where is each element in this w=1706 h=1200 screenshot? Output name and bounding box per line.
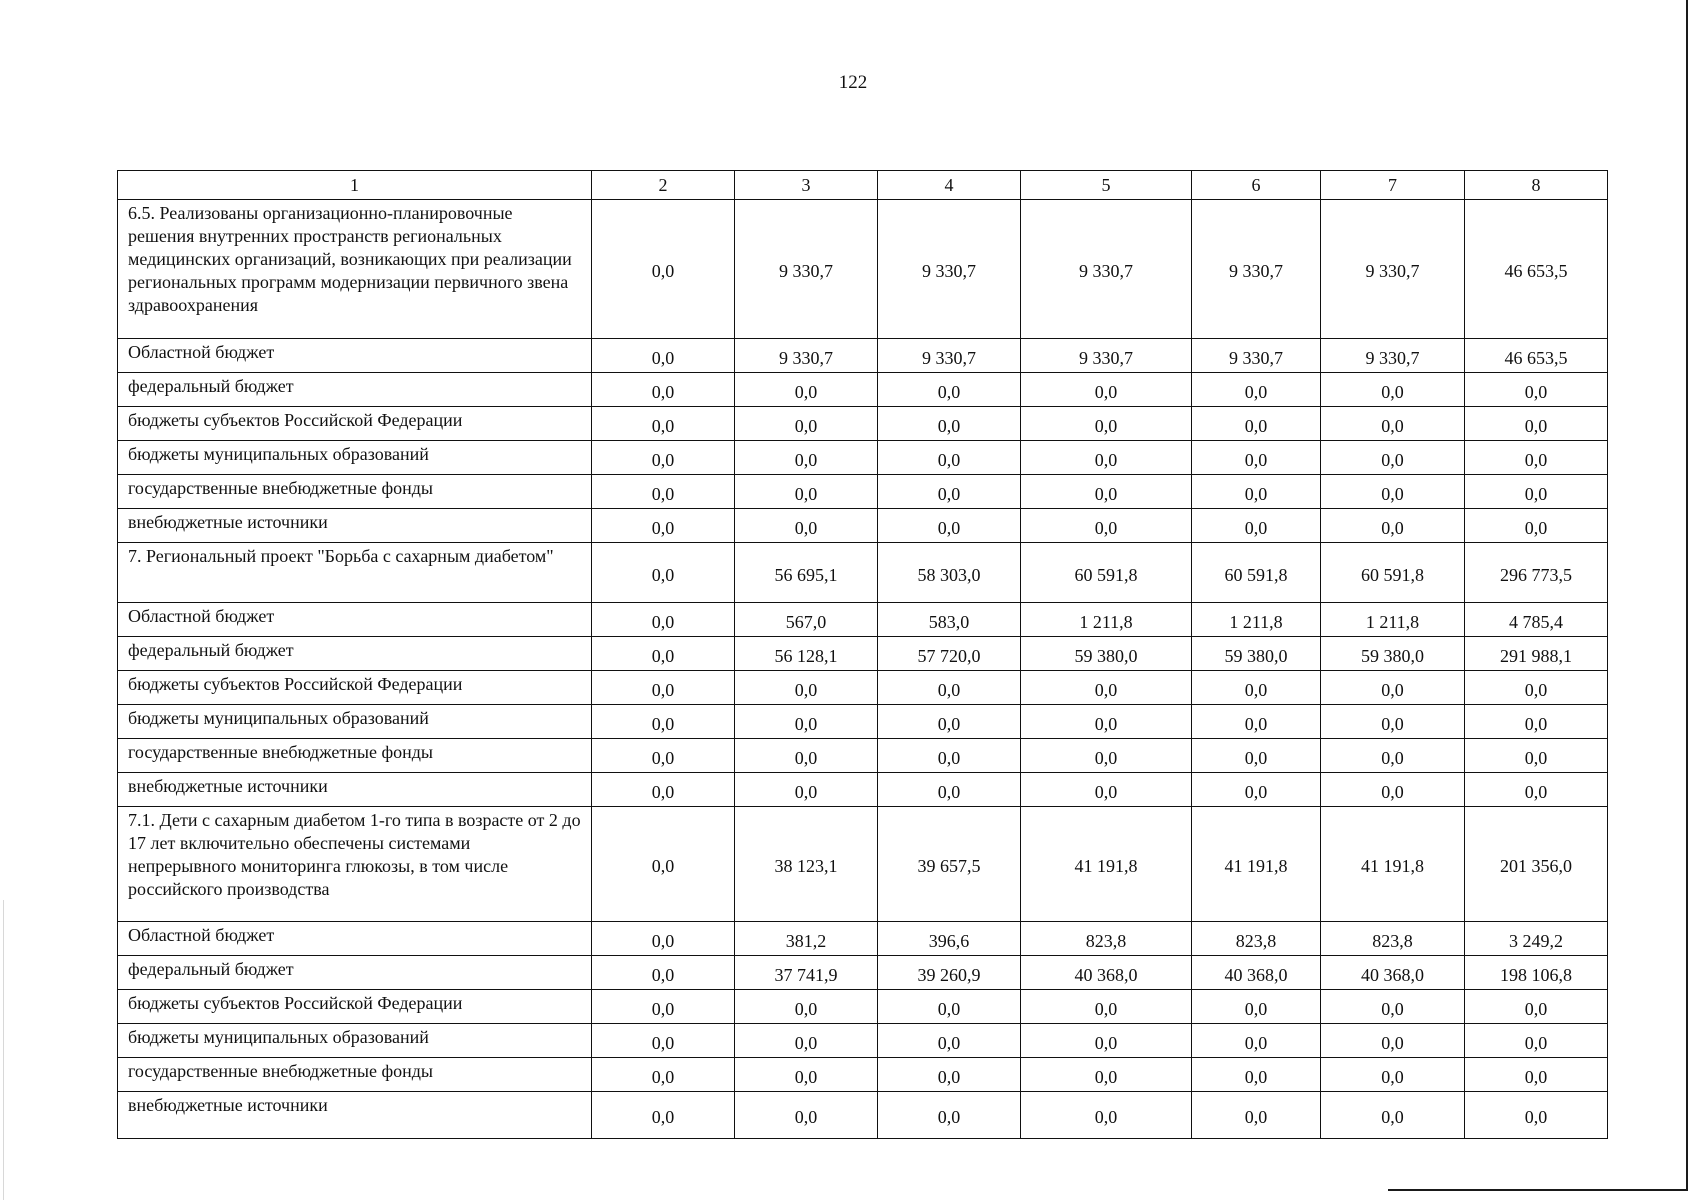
value-cell: 0,0: [878, 441, 1021, 475]
row-label: 7. Региональный проект "Борьба с сахарным диабетом": [118, 543, 592, 603]
value-cell: 0,0: [1021, 407, 1192, 441]
value-cell: 201 356,0: [1465, 807, 1608, 922]
row-label: Областной бюджет: [118, 922, 592, 956]
value-cell: 0,0: [592, 739, 735, 773]
value-cell: 0,0: [592, 603, 735, 637]
value-cell: 60 591,8: [1192, 543, 1321, 603]
value-cell: 0,0: [1192, 1024, 1321, 1058]
column-header: 2: [592, 171, 735, 200]
value-cell: 39 657,5: [878, 807, 1021, 922]
value-cell: 0,0: [592, 922, 735, 956]
value-cell: 39 260,9: [878, 956, 1021, 990]
value-cell: 0,0: [1465, 407, 1608, 441]
value-cell: 1 211,8: [1021, 603, 1192, 637]
value-cell: 0,0: [1192, 773, 1321, 807]
value-cell: 583,0: [878, 603, 1021, 637]
value-cell: 0,0: [735, 705, 878, 739]
value-cell: 823,8: [1192, 922, 1321, 956]
value-cell: 0,0: [592, 637, 735, 671]
row-label: 7.1. Дети с сахарным диабетом 1-го типа в возрасте от 2 до 17 лет включительно обеспечены системами непрерывного мониторинга глюкозы, в том числе российского производства: [118, 807, 592, 922]
value-cell: 0,0: [878, 509, 1021, 543]
value-cell: 0,0: [592, 509, 735, 543]
row-label: федеральный бюджет: [118, 956, 592, 990]
value-cell: 4 785,4: [1465, 603, 1608, 637]
value-cell: 0,0: [1465, 1092, 1608, 1139]
value-cell: 0,0: [1192, 441, 1321, 475]
value-cell: 9 330,7: [1321, 339, 1465, 373]
value-cell: 0,0: [735, 739, 878, 773]
value-cell: 59 380,0: [1321, 637, 1465, 671]
table-row: [118, 922, 1608, 956]
value-cell: 0,0: [1465, 1058, 1608, 1092]
table-header-row: [118, 171, 1608, 200]
value-cell: 0,0: [878, 990, 1021, 1024]
table-row: [118, 1058, 1608, 1092]
value-cell: 0,0: [1465, 509, 1608, 543]
value-cell: 0,0: [1021, 739, 1192, 773]
table-row: [118, 339, 1608, 373]
value-cell: 9 330,7: [878, 339, 1021, 373]
value-cell: 0,0: [878, 1058, 1021, 1092]
value-cell: 46 653,5: [1465, 339, 1608, 373]
value-cell: 41 191,8: [1192, 807, 1321, 922]
value-cell: 0,0: [878, 373, 1021, 407]
value-cell: 9 330,7: [878, 200, 1021, 339]
table-row: [118, 373, 1608, 407]
value-cell: 396,6: [878, 922, 1021, 956]
value-cell: 0,0: [1192, 1092, 1321, 1139]
value-cell: 1 211,8: [1192, 603, 1321, 637]
value-cell: 567,0: [735, 603, 878, 637]
value-cell: 56 128,1: [735, 637, 878, 671]
value-cell: 0,0: [1465, 705, 1608, 739]
value-cell: 291 988,1: [1465, 637, 1608, 671]
value-cell: 0,0: [592, 543, 735, 603]
value-cell: 59 380,0: [1021, 637, 1192, 671]
value-cell: 40 368,0: [1021, 956, 1192, 990]
value-cell: 0,0: [878, 1024, 1021, 1058]
value-cell: 56 695,1: [735, 543, 878, 603]
value-cell: 60 591,8: [1021, 543, 1192, 603]
value-cell: 0,0: [735, 1058, 878, 1092]
column-header: 8: [1465, 171, 1608, 200]
value-cell: 9 330,7: [1021, 200, 1192, 339]
value-cell: 9 330,7: [735, 200, 878, 339]
table-row: [118, 543, 1608, 603]
value-cell: 0,0: [878, 705, 1021, 739]
value-cell: 0,0: [735, 475, 878, 509]
table-row: [118, 603, 1608, 637]
value-cell: 0,0: [592, 407, 735, 441]
row-label: бюджеты муниципальных образований: [118, 1024, 592, 1058]
value-cell: 0,0: [735, 1092, 878, 1139]
page-number: 122: [838, 72, 868, 93]
value-cell: 0,0: [592, 807, 735, 922]
table-row: [118, 637, 1608, 671]
value-cell: 0,0: [878, 739, 1021, 773]
value-cell: 9 330,7: [1192, 200, 1321, 339]
value-cell: 0,0: [1465, 990, 1608, 1024]
value-cell: 37 741,9: [735, 956, 878, 990]
value-cell: 60 591,8: [1321, 543, 1465, 603]
table-row: [118, 475, 1608, 509]
value-cell: 0,0: [592, 1092, 735, 1139]
value-cell: 0,0: [1021, 773, 1192, 807]
value-cell: 0,0: [1021, 705, 1192, 739]
value-cell: 0,0: [1321, 509, 1465, 543]
value-cell: 823,8: [1021, 922, 1192, 956]
value-cell: 0,0: [592, 671, 735, 705]
value-cell: 41 191,8: [1321, 807, 1465, 922]
value-cell: 0,0: [1021, 475, 1192, 509]
value-cell: 0,0: [1465, 773, 1608, 807]
value-cell: 0,0: [1465, 475, 1608, 509]
value-cell: 41 191,8: [1021, 807, 1192, 922]
column-header: 5: [1021, 171, 1192, 200]
value-cell: 0,0: [1321, 705, 1465, 739]
value-cell: 1 211,8: [1321, 603, 1465, 637]
value-cell: 38 123,1: [735, 807, 878, 922]
row-label: Областной бюджет: [118, 603, 592, 637]
value-cell: 0,0: [1192, 407, 1321, 441]
value-cell: 0,0: [592, 1024, 735, 1058]
scan-edge-line: [1686, 0, 1688, 1190]
scan-edge-line: [1388, 1189, 1688, 1191]
value-cell: 0,0: [878, 1092, 1021, 1139]
value-cell: 381,2: [735, 922, 878, 956]
value-cell: 0,0: [1192, 373, 1321, 407]
value-cell: 0,0: [735, 990, 878, 1024]
table-row: [118, 671, 1608, 705]
value-cell: 0,0: [735, 671, 878, 705]
row-label: бюджеты муниципальных образований: [118, 441, 592, 475]
value-cell: 0,0: [1192, 1058, 1321, 1092]
row-label: бюджеты субъектов Российской Федерации: [118, 671, 592, 705]
value-cell: 0,0: [1321, 773, 1465, 807]
column-header: 6: [1192, 171, 1321, 200]
value-cell: 0,0: [1021, 509, 1192, 543]
row-label: 6.5. Реализованы организационно-планировочные решения внутренних пространств региональных медицинских организаций, возникающих при реализации региональных программ модернизации первичного звена здравоохранения: [118, 200, 592, 339]
value-cell: 296 773,5: [1465, 543, 1608, 603]
value-cell: 0,0: [1192, 990, 1321, 1024]
value-cell: 0,0: [1192, 475, 1321, 509]
value-cell: 823,8: [1321, 922, 1465, 956]
value-cell: 0,0: [1321, 1024, 1465, 1058]
row-label: государственные внебюджетные фонды: [118, 739, 592, 773]
table-row: [118, 705, 1608, 739]
value-cell: 0,0: [878, 407, 1021, 441]
column-header: 4: [878, 171, 1021, 200]
table-row: [118, 509, 1608, 543]
row-label: федеральный бюджет: [118, 637, 592, 671]
value-cell: 0,0: [592, 990, 735, 1024]
column-header: 7: [1321, 171, 1465, 200]
value-cell: 0,0: [1321, 1058, 1465, 1092]
value-cell: 0,0: [1465, 441, 1608, 475]
value-cell: 0,0: [878, 773, 1021, 807]
value-cell: 0,0: [735, 407, 878, 441]
value-cell: 0,0: [1321, 407, 1465, 441]
value-cell: 46 653,5: [1465, 200, 1608, 339]
value-cell: 40 368,0: [1321, 956, 1465, 990]
value-cell: 0,0: [592, 956, 735, 990]
value-cell: 0,0: [1465, 739, 1608, 773]
budget-table: [117, 170, 1608, 1139]
value-cell: 0,0: [1021, 1092, 1192, 1139]
value-cell: 0,0: [592, 773, 735, 807]
value-cell: 9 330,7: [1321, 200, 1465, 339]
value-cell: 0,0: [735, 1024, 878, 1058]
row-label: государственные внебюджетные фонды: [118, 475, 592, 509]
value-cell: 0,0: [878, 475, 1021, 509]
value-cell: 0,0: [592, 441, 735, 475]
row-label: внебюджетные источники: [118, 509, 592, 543]
value-cell: 0,0: [1021, 441, 1192, 475]
value-cell: 0,0: [592, 1058, 735, 1092]
value-cell: 9 330,7: [1021, 339, 1192, 373]
value-cell: 0,0: [1192, 671, 1321, 705]
value-cell: 0,0: [878, 671, 1021, 705]
column-header: 1: [118, 171, 592, 200]
table-row: [118, 990, 1608, 1024]
value-cell: 0,0: [735, 373, 878, 407]
value-cell: 57 720,0: [878, 637, 1021, 671]
value-cell: 0,0: [1021, 990, 1192, 1024]
row-label: внебюджетные источники: [118, 773, 592, 807]
table-row: [118, 441, 1608, 475]
table-row: [118, 773, 1608, 807]
value-cell: 0,0: [1321, 739, 1465, 773]
value-cell: 0,0: [1465, 671, 1608, 705]
value-cell: 0,0: [1465, 1024, 1608, 1058]
value-cell: 0,0: [1021, 1024, 1192, 1058]
value-cell: 198 106,8: [1465, 956, 1608, 990]
row-label: Областной бюджет: [118, 339, 592, 373]
row-label: бюджеты субъектов Российской Федерации: [118, 990, 592, 1024]
value-cell: 0,0: [735, 441, 878, 475]
value-cell: 0,0: [1321, 1092, 1465, 1139]
value-cell: 0,0: [592, 705, 735, 739]
value-cell: 0,0: [1021, 1058, 1192, 1092]
table-row: [118, 739, 1608, 773]
row-label: внебюджетные источники: [118, 1092, 592, 1139]
table-row: [118, 1024, 1608, 1058]
value-cell: 58 303,0: [878, 543, 1021, 603]
value-cell: 0,0: [592, 200, 735, 339]
row-label: бюджеты муниципальных образований: [118, 705, 592, 739]
row-label: государственные внебюджетные фонды: [118, 1058, 592, 1092]
value-cell: 0,0: [1321, 671, 1465, 705]
value-cell: 0,0: [1321, 441, 1465, 475]
value-cell: 3 249,2: [1465, 922, 1608, 956]
value-cell: 0,0: [1321, 373, 1465, 407]
scan-edge-line: [3, 900, 4, 1200]
table-row: [118, 807, 1608, 922]
table-row: [118, 956, 1608, 990]
value-cell: 0,0: [1021, 671, 1192, 705]
value-cell: 59 380,0: [1192, 637, 1321, 671]
value-cell: 0,0: [735, 773, 878, 807]
value-cell: 0,0: [1192, 705, 1321, 739]
value-cell: 0,0: [1192, 739, 1321, 773]
value-cell: 0,0: [1465, 373, 1608, 407]
column-header: 3: [735, 171, 878, 200]
value-cell: 9 330,7: [735, 339, 878, 373]
value-cell: 40 368,0: [1192, 956, 1321, 990]
value-cell: 0,0: [735, 509, 878, 543]
value-cell: 0,0: [1321, 475, 1465, 509]
table-row: [118, 200, 1608, 339]
table-row: [118, 1092, 1608, 1139]
value-cell: 0,0: [592, 475, 735, 509]
row-label: бюджеты субъектов Российской Федерации: [118, 407, 592, 441]
value-cell: 0,0: [592, 339, 735, 373]
row-label: федеральный бюджет: [118, 373, 592, 407]
value-cell: 0,0: [592, 373, 735, 407]
value-cell: 9 330,7: [1192, 339, 1321, 373]
value-cell: 0,0: [1321, 990, 1465, 1024]
value-cell: 0,0: [1192, 509, 1321, 543]
table-row: [118, 407, 1608, 441]
value-cell: 0,0: [1021, 373, 1192, 407]
